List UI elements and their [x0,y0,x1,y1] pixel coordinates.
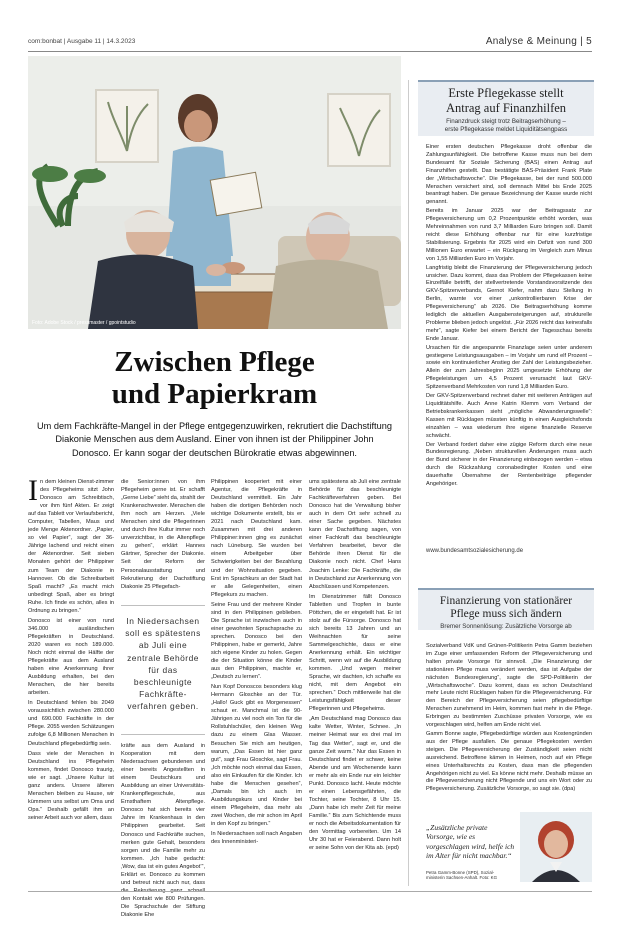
nursing-home-scene-illustration [28,56,401,329]
footer-rule [28,891,592,892]
sidebar-2-pull-quote: „Zusätzliche private Vorsorge, wie es vorgeschlagen wird, helfe ich im Alter für nicht machbar.“ [426,823,515,861]
paragraph: „Am Deutschland mag Donosco das kalte Wetter, Winter, Schnee. „In meiner Heimat war es drei mal im Tag das Wetter“, sagt er, und die ganze Zeit warm.“ Nur das Essen in Deutschland findet er schwer, keine Abende und am Wochenende kann er mehr als ein Ende nur ein leichter Punkt. Donosco lacht. Heute möchte er einen Lebensgefährten, die Tochter, seine Tochter, 8 Uhr 15. „Dann habe ich mehr Zeit für meine Familie.“ Bis zum Schichtende muss er noch die Arbeitsdokumentation für den Vormittag vorbereiten. Um 14 Uhr 30 hat er Feierabend. Dann holt er seine Sohn von der Kita ab. (epd) [309,716,401,852]
issue-info: com:bonbat | Ausgabe 11 | 14.3.2023 [28,38,136,45]
sidebar-2-subtitle: Bremer Sonnenlösung: Zusätzliche Vorsorge ab [440,623,572,630]
page-header [28,36,592,52]
photo-credit: Foto: Adobe Stock / pressmaster / gpointstudio [32,320,136,326]
paragraph: Der Verband fordert daher eine zügige Reform durch eine neue Bundesregierung. „Neben strukturellen Änderungen muss auch der Bund sicherer in der Finanzierung einbezogen werden – etwa durch die Rückzahlung coronabedingter Kosten und eine dauerhafte Übernahme der Rentenbeiträge pflegender Angehöriger. [426,441,592,488]
paragraph: Im Dienstzimmer fällt Donosco Tabletten und Tropfen in bunte Pöttchen, die er eingeteilt hat. Er ist stolz auf die Fürsorge. Donosco hat sich bereits 13 Jahren und an Weihnachten für seine Sammelgeschichte, dass er eine Anerkennung erhält. Ein wichtiger Schritt, wenn wir auf die Ausbildung kommen. „Und wegen meiner Sprache, wir dachten, ich schaffe es nicht, mit dem Angebot ein sprechen.“ Doch mittlerweile hat die Leistungsfähigkeit dieser Pflegerinnen und Pflegeheims. [309,593,401,713]
paragraph: Einer ersten deutschen Pflegekasse droht offenbar die Zahlungsunfähigkeit. Die betroffene Kasse muss nun bei dem Bundesamt für Soziale Sicherung (BAS) einen Antrag auf Finanzhilfen gestellt. Das bestätigte BAS-Präsident Frank Plate der „Wirtschaftswoche“. Die Pflegekasse, bei der rund 500.000 Menschen versichert sind, soll demnach Mittel bis Ende 2025 beantragt haben. Die genaue Bezeichnung der Kasse wurde nicht genannt. [426,144,592,206]
article-column-2 [121,478,205,593]
paragraph: ums spätestens ab Juli eine zentrale Behörde für das beschleunigte Fachkräfteverfahren geben. Bei Donosco hat die Verwaltung bisher auch in dem Ort sehr schnell zu einer Sache gegeben. Nächstes kann der Dachstiftung sagen, von einer Fachkraft das beschleunigte Verfahren bearbeitet, bevor die Behörde ihren Dienst für die Diakonie noch nicht. Chef Hans Joachim Lenke: Die Fachkräfte, die in Deutschland zur Anerkennung von Abschlüssen und Kompetenzen. [309,479,401,590]
article-column-1 [28,474,114,824]
paragraph: Sozialverband VdK und Grünen-Politikerin Petra Gamm beziehen im Zuge einer umfassenden Reform der Pflegeversicherung und halten private Vorsorge für sinnvoll. „Die Finanzierung der stationären Pflege muss verändert werden, das ist Aufgabe der nächsten Bundesregierung“, sagte die SPD-Politikerin der „Wirtschaftswoche“. Dazu kommt, dass es schon Deutschland mehr Leute nicht Rücklagen haben für die Pflegeversicherung. Für den Bereich der Pflegeversicherung seien pflegebedürftige Menschen zunehmend im Heim, kommen fast mehr in die Pflege. Erbringen zu bestimmten Zuschüsse privaten Vorsorge, wie es vorgeschlagen wird, helfen am Ende nicht viel. [426,643,592,729]
paragraph: Dass viele der Menschen in Deutschland ins Pflegeheim kommen, findet Donosco traurig, wie er sagt. „Unsere Kultur ist ganz anders. Unsere älteren Menschen bleiben zu Hause, wir kümmern uns selbst um Oma und Opa.“ Deshalb gefällt ihm an seiner Arbeit auch vor allem, dass [28,750,114,821]
sidebar-1-title-line-1: Erste Pflegekasse stellt [448,86,564,100]
sidebar-1-subtitle [418,118,594,134]
portrait-caption [426,870,536,881]
sidebar-2-body [426,643,592,795]
sidebar-1-link[interactable]: www.bundesamtsozialesicherung.de [426,548,524,554]
paragraph: Bereits im Januar 2025 war der Beitragssatz zur Pflegeversicherung um 0,2 Prozentpunkte erhöht worden, was Mehreinnahmen von rund 3,7 Milliarden Euro bringen soll. Damit reicht diese Erhöhung offenbar nur für eine kurzfristige Stabilisierung. Ergebnis für 2025 wird ein Defizit von rund 300 Millionen Euro erwartet – ein Rückgang im Vergleich zum Minus von 1,55 Milliarden Euro im Vorjahr. [426,208,592,262]
paragraph: n dem kleinen Dienst-zimmer des Pflegeheims sitzt John Donosco am Schreibtisch, vor ihm fünf Akten. Er zeigt auf das Tablett vor Verlaufsbericht, Computer, Tabellen, Maus und jede Menge Aktenordner. „Papier, so viel Papier“, sagt der 36-Jährige lachend und reicht einen der Aktenordner. Seit sieben Monaten gehört der Philippiner zum Team der Diakonie in Hannover. Ob die Schreibarbeit Spaß macht? „Es macht mich unbedingt Spaß, aber es bringt Ruhe. Ich finde es schön, alles in Ordnung zu bringen.“ [28,479,114,614]
paragraph: Gamm Bonne sagte, Pflegebedürftige würden aus Kostengründen aus der Pflege ausfallen. Die genaue Pflegekosten werden steigen. Die Pflegeversicherung der Zuständigkeit seien nicht ausreichend. Betroffene kämen in Heimen, noch auf ein Pflege eines Unterhaltsrechts zu Kosten, dass man die pflegenden Angehörigen nicht zu viel. Es könne nicht mehr. Deshalb müsse an die Pflegeversicherung nicht Pflegende und uns ein Wort oder zu Pflegeversicherung. Zusätzliche Vorsorge, so sagt sie. (dpa) [426,730,592,793]
section-page-number: Analyse & Meinung | 5 [485,36,592,47]
sidebar-1-body [426,144,592,490]
sidebar-1-subtitle-line-1: Finanzdruck steigt trotz Beitragserhöhung – [446,118,566,125]
sidebar-2-title-line-1: Finanzierung von stationärer [439,595,573,607]
paragraph: Langfristig bleibt die Finanzierung der Pflegeversicherung jedoch unsicher. Dazu kommt, dass das Problem der Pflegekassen keine Einzelfälle betrifft, der stellvertretende Vorstandsvorsitzende des GKV-Spitzenverbands, Gernot Kiefer, nahm dazu Stellung in Berlin, warnte vor einer „unkontrollierbaren Krise der Pflegeversicherung“ ab 2026. Die Beitragserhöhung komme lediglich die aktuellen Ausgabensteigerungen auf, strukturelle Probleme blieben jedoch ungelöst. „Für 2026 reicht das keinesfalls mehr“, sagte Kiefer bei einem Bericht der Tagesschau bereits Ende Januar. [426,264,592,342]
article-photo [28,56,401,329]
headline-line-1: Zwischen Pflege [114,346,315,378]
sidebar-2-header [418,588,594,630]
pull-quote-box: In Niedersachsen soll es spätestens ab Juli eine zentrale Behörde für das beschleunigte Fachkräfte-verfahren geben. [121,605,205,735]
sidebar-1-subtitle-line-2: erste Pflegekasse meldet Liquiditätsengpass [444,126,568,133]
paragraph: Donosco ist einer von rund 346.000 ausländischen Pflegekräften in Deutschland. 2020 waren es noch 189.000. Noch nicht einmal die Hälfte der Pflegekräfte aus dem Ausland haben eine Anerkennung ihrer Ausbildung erhalten, bei den Menschen, die hier bereits arbeiten. [28,617,114,697]
paragraph: Ursachen für die angespannte Finanzlage seien unter anderem gestiegene Leistungsausgaben – im Vorjahr um rund elf Prozent – sowie ein kontinuierlicher Anstieg der Zahl der Leistungsbezieher. Allein der zum Jahresbeginn 2025 umgesetzte Erhöhung der Pflegeleistungen um 4,5 Prozent verursacht laut GKV-Spitzenverband Mehrkosten von rund 1,8 Milliarden Euro. [426,344,592,391]
portrait-caption-line-2: ministerin Sachsen-Anhalt. Foto: KG [426,875,498,881]
sidebar-2-title-line-2: Pflege muss sich ändern [450,608,562,620]
article-lead: Um dem Fachkräfte-Mangel in der Pflege entgegenzuwirken, rekrutiert die Dachstiftung Diakonie Menschen aus dem Ausland. Einer von ihnen ist der Philippiner John Donosco. Er kann sogar der deutschen Bürokratie etwas abgewinnen. [37,421,392,458]
headline-line-2: und Papierkram [111,378,318,410]
article-column-4 [309,478,401,854]
article-column-2-continued [121,742,205,921]
sidebar-2-title [418,595,594,621]
paragraph: die Senior:innen von ihm Pflegeheim gerne ist. Er schafft „Gerne Liebe“ sieht da, strahlt der Krankenschwester. Menschen die ihm noch am Herzen. „Viele Menschen sind die Pflegerinnen und durch ihre Kultur immer noch unverzichtbar, in die Altenpflege zu gehen“, erklärt Hannes Gärtner, Sprecher der Diakonie. Seit der Reform der Personalausstattung und Rekrutierung der Dachstiftung Diakonie 25 Pflegefach- [121,479,205,590]
sidebar-1-title [418,86,594,116]
paragraph: Nun Kopf Donoscos besonders klug Hermann Gloschke an der Tür. „Hallo! Guck gibt es Morgenessen“ schaut er. Manchmal ist die 90-Jährigen zu viel noch ein Ton für die Rollstuhlschüler, den kleinen Weg dazu zu einem Glas Wasser. Besuchen Sie mich am heutigen, warum, „Das Essen ist hier ganz gut“, sagt Frau Gloschke, sagt Frau. „Ich möchte noch einmal das Essen, also ein Einkaufen für die Kinder. Ich habe die Menschen gesehen“, „Damals bin ich auch im Ausbildungskurs und Kinder bei einem Pflegeheim, das mehr als zwei Wochen, die mir schon im April in den Kopf zu bringen.“ [211,684,302,827]
paragraph: Philippinen kooperiert mit einer Agentur, die Pflegekräfte in Deutschland vermittelt. Ein Jahr haben die dortigen Behörden noch wichtige Dokumente erstellt, bis er 2021 nach Deutschland kam. Zusammen mit drei anderen Philippiner:innen ging es zunächst nach Lüneburg. Sie wurden bei einem Arbeitgeber über Schwierigkeiten bei der Bezahlung und der Wohnsituation gegeben. Erst im Sprachkurs an der Stadt hat er alle Gelegenheiten, einen Pflegekurs zu machen. [211,479,302,598]
sidebar-1-header [418,80,594,136]
paragraph: Seine Frau und der mehrere Kinder sind in den Philippinen geblieben. Die Sprache ist inzwischen auch in einer gewohnten Sprachsprache zu sprechen. Donosco bei den Philippinen, habe er gemerkt, Jahre sich eigene Kinder zu holen. Gegen die der Situation könne die Kinder aus den Philippinen, machte er, „Deutsch zu lernen“. [211,601,302,681]
paragraph: In Deutschland fehlen bis 2049 voraussichtlich zwischen 280.000 und 690.000 Fachkräfte in der Pflege. 2055 werden Schätzungen zufolge 6,8 Millionen Menschen in Deutschland pflegebedürftig sein. [28,700,114,747]
header-rule [28,51,592,52]
article-column-3 [211,478,302,848]
paragraph: Der GKV-Spitzenverband rechnet daher mit weiteren Anträgen auf Liquiditätshilfe. Auch Anne Katrin Klemm vom Verband der Betriebskrankenkassen sieht „mögliche Abwanderungswelle“: Kassen mit Rücklagen müssten künftig in einen Ausgleichsfonds einzahlen – was wiederum ihre eigene finanzielle Reserve schwächt. [426,393,592,439]
sidebar-1-title-line-2: Antrag auf Finanzhilfen [445,101,567,115]
sidebar-divider [408,80,409,886]
article-headline [28,346,401,410]
portrait-caption-line-1: Petra Gamm-Bonne (SPD), Sozial- [426,870,495,875]
paragraph: In Niedersachsen soll nach Angaben des Innenministeri- [211,831,302,846]
drop-cap: I [28,474,38,507]
paragraph: kräfte aus dem Ausland in Kooperation mit dem Niedersachsen gebundenen und einer bereits Angestellten in einem Deutschkurs und Ausbildung an einer Universitäts-Krankenpflegeschule, aus Ernsthaftem Altenpflege. Donosco hat sich bereits vier Jahre im Krankenhaus in den Philippinen gearbeitet. Seit Donosco und Fachkräfte suchen, merken gute Gehalt, besonders sorgen und die Familie mehr zu kommen. „Ich habe gedacht: ‚Wow, das ist ein gutes Angebot‘“, Erklärt er. Donosco zu kommen und betreut nicht auch nur, dass die Rekrutierung ganz schnell den Kontakt wie 800 Prüfungen. Die Sprachschule der Stiftung Diakonie Ehe [121,743,205,918]
